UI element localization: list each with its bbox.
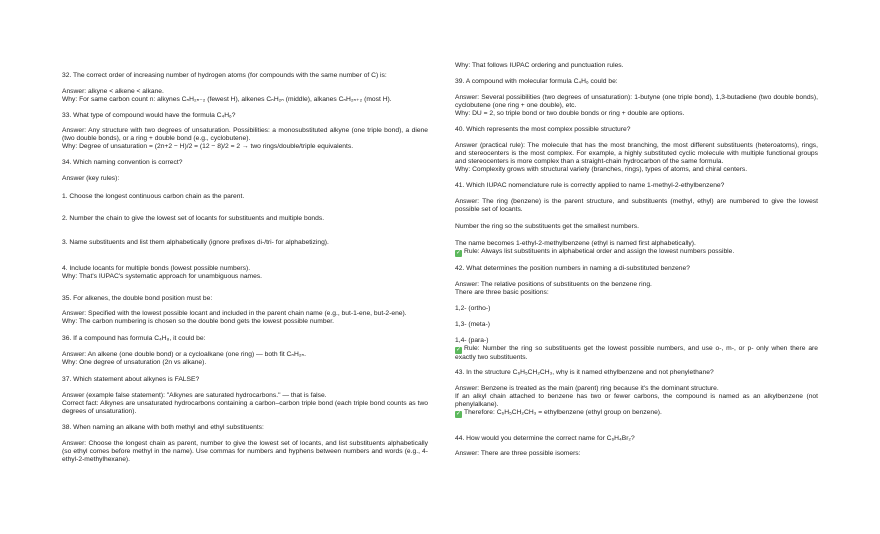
question-37: 37. Which statement about alkynes is FALSE?: [62, 376, 200, 383]
number-41: Number the ring so the substituents get the smallest numbers.: [455, 223, 639, 230]
answer-36: Answer: An alkene (one double bond) or a cycloalkane (one ring) — both fit CₙH₂ₙ.: [62, 351, 306, 358]
answer-37: Answer (example false statement): "Alkynes are saturated hydrocarbons." — that is false.: [62, 392, 327, 399]
rule-41-text: Rule: Always list substituents in alphabetical order and assign the lowest numbers possible.: [464, 248, 735, 255]
answer-35: Answer: Specified with the lowest possible locant and included in the parent chain name (e.g., but-1-ene, but-2-ene).: [62, 310, 407, 317]
question-38: 38. When naming an alkane with both methyl and ethyl substituents:: [62, 424, 264, 431]
rule-42-text: Rule: Number the ring so substituents get the lowest possible numbers, and use o-, m-, or p- only when there are exactly two substituents.: [455, 345, 818, 361]
why-39: Why: DU = 2, so triple bond or two double bonds or ring + double are options.: [455, 110, 685, 117]
rule-41: [455, 248, 818, 257]
question-44: 44. How would you determine the correct name for C₆H₄Br₂?: [455, 435, 635, 442]
why-38: Why: That follows IUPAC ordering and punctuation rules.: [455, 62, 624, 69]
question-35: 35. For alkenes, the double bond position must be:: [62, 295, 213, 302]
answer-44: Answer: There are three possible isomers:: [455, 450, 581, 457]
check-mark-icon: ✓: [455, 347, 462, 353]
why-36: Why: One degree of unsaturation (2n vs alkane).: [62, 359, 207, 366]
therefore-43-text: Therefore: C₆H₅CH₂CH₃ = ethylbenzene (ethyl group on benzene).: [464, 409, 662, 416]
fact-37: Correct fact: Alkynes are unsaturated hydrocarbons containing a carbon–carbon triple bond (each triple bond counts as two degrees of unsaturation).: [62, 400, 428, 415]
position-ortho: 1,2- (ortho-): [455, 305, 491, 312]
question-33: 33. What type of compound would have the formula C₄H₆?: [62, 112, 236, 119]
question-39: 39. A compound with molecular formula C₄H₆ could be:: [455, 78, 618, 85]
answer-39: Answer: Several possibilities (two degrees of unsaturation): 1-butyne (one triple bond), 1,3-butadiene (two double bonds), cyclobutene (one ring + one double), etc.: [455, 94, 818, 109]
answer-33: Answer: Any structure with two degrees of unsaturation. Possibilities: a monosubstituted alkyne (one triple bond), a diene (two double bonds), or a ring + double bond (e.g., cyclobutene).: [62, 127, 428, 142]
question-43: 43. In the structure C₆H₅CH₂CH₃, why is it named ethylbenzene and not phenylethane?: [455, 369, 714, 376]
answer-32: Answer: alkyne < alkene < alkane.: [62, 88, 164, 95]
question-42: 42. What determines the position numbers in naming a di-substituted benzene?: [455, 265, 690, 272]
answer-40: Answer (practical rule): The molecule that has the most branching, the most different substituents (heteroatoms), rings, and stereocenters is the most complex. For example, a highly substituted cyclic molecule with multiple functional groups and stereocenters is more complex than a straight-chain hydrocarbon of the same formula.: [455, 142, 818, 165]
answer-43: Answer: Benzene is treated as the main (parent) ring because it's the dominant structure.: [455, 385, 719, 392]
name-41: The name becomes 1-ethyl-2-methylbenzene (ethyl is named first alphabetically).: [455, 240, 696, 247]
why-33: Why: Degree of unsaturation = (2n+2 − H)/2 = (12 − 8)/2 = 2 → two rings/double/triple equivalents.: [62, 143, 354, 150]
positions-intro: There are three basic positions:: [455, 289, 549, 296]
question-41: 41. Which IUPAC nomenclature rule is correctly applied to name 1-methyl-2-ethylbenzene?: [455, 182, 725, 189]
why-34: Why: That's IUPAC's systematic approach for unambiguous names.: [62, 273, 263, 280]
position-meta: 1,3- (meta-): [455, 321, 490, 328]
rule-42: [455, 345, 818, 362]
rule-3: 3. Name substituents and list them alphabetically (ignore prefixes di-/tri- for alphabetizing).: [62, 239, 329, 246]
question-34: 34. Which naming convention is correct?: [62, 159, 183, 166]
answer-34: Answer (key rules):: [62, 175, 120, 182]
answer-38: Answer: Choose the longest chain as parent, number to give the lowest set of locants, and list substituents alphabetically (so ethyl comes before methyl in the name). Use commas for numbers and hyphens between numbers and words (e.g., 4-ethyl-2-methylhexane).: [62, 440, 428, 463]
answer-41: Answer: The ring (benzene) is the parent structure, and substituents (methyl, ethyl) are numbered to give the lowest possible set of locants.: [455, 198, 818, 213]
rule-1: 1. Choose the longest continuous carbon chain as the parent.: [62, 193, 245, 200]
rule-2: 2. Number the chain to give the lowest set of locants for substituents and multiple bonds.: [62, 215, 325, 222]
position-para: 1,4- (para-): [455, 337, 489, 344]
question-40: 40. Which represents the most complex possible structure?: [455, 126, 631, 133]
question-36: 36. If a compound has formula C₄H₈, it could be:: [62, 335, 206, 342]
rule-4: 4. Include locants for multiple bonds (lowest possible numbers).: [62, 265, 251, 272]
why-35: Why: The carbon numbering is chosen so the double bond gets the lowest possible number.: [62, 318, 334, 325]
check-mark-icon: ✓: [455, 250, 462, 256]
answer-42: Answer: The relative positions of substituents on the benzene ring.: [455, 281, 652, 288]
why-40: Why: Complexity grows with structural variety (branches, rings), types of atoms, and chiral centers.: [455, 166, 748, 173]
check-mark-icon: ✓: [455, 411, 462, 417]
question-32: 32. The correct order of increasing number of hydrogen atoms (for compounds with the same number of C) is:: [62, 72, 387, 79]
if-43: If an alkyl chain attached to benzene has two or fewer carbons, the compound is named as an alkylbenzene (not phenylalkane).: [455, 393, 818, 408]
why-32: Why: For same carbon count n: alkynes CₙH₂ₙ₋₂ (fewest H), alkenes CₙH₂ₙ (middle), alkanes CₙH₂ₙ₊₂ (most H).: [62, 96, 392, 103]
therefore-43: [455, 409, 818, 418]
